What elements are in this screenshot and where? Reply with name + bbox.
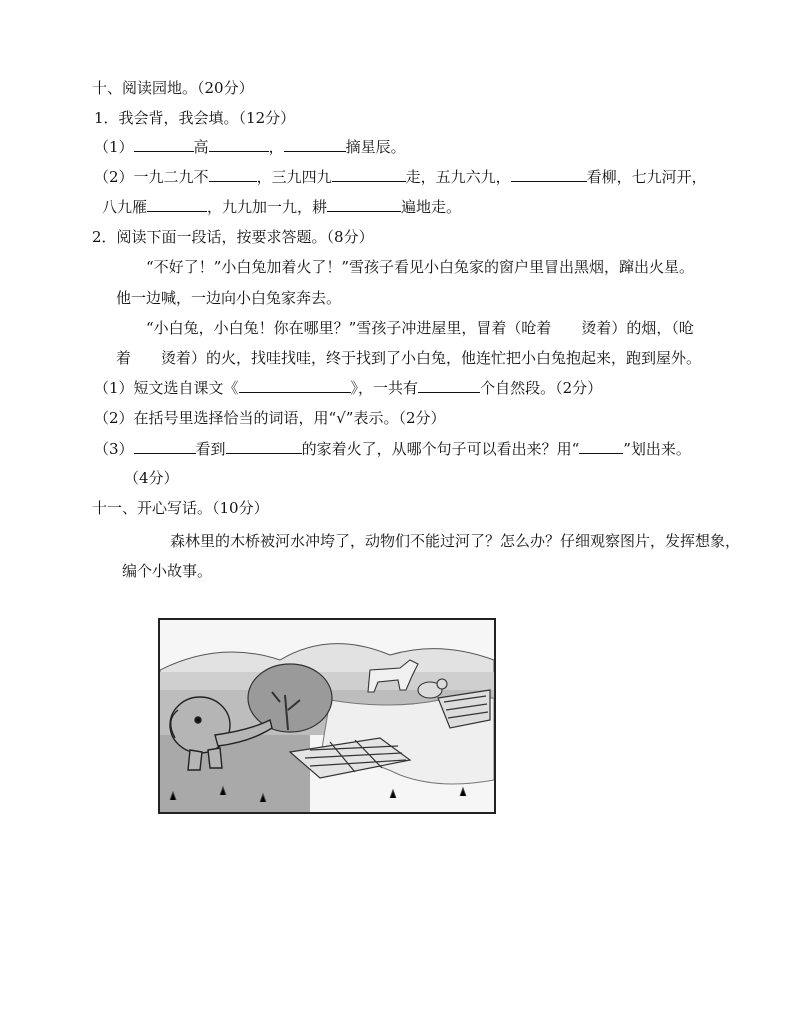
blank[interactable]	[226, 438, 302, 454]
q2-sub3-p1: 看到	[195, 440, 226, 458]
q1-line1-label: （1）	[94, 138, 134, 156]
q1-line1-w1: 高	[193, 138, 209, 156]
writing-prompt-a: 森林里的木桥被河水冲垮了，动物们不能过河了？怎么办？仔细观察图片，发挥想象，	[170, 532, 741, 550]
blank[interactable]	[511, 166, 587, 182]
blank[interactable]	[332, 166, 406, 182]
blank[interactable]	[134, 438, 196, 454]
section-10-title: 十、阅读园地。（20分）	[92, 79, 254, 97]
q1-line1-sep: ，	[268, 138, 284, 156]
q2-sub3-p2: 的家着火了，从哪个句子可以看出来？用“	[301, 440, 580, 458]
q2-sub3	[94, 438, 691, 460]
blank[interactable]	[134, 136, 194, 152]
elephant-bridge-illustration-icon	[160, 620, 494, 812]
q2-heading: 2．阅读下面一段话，按要求答题。（8分）	[92, 228, 374, 246]
blank[interactable]	[239, 377, 351, 393]
q1-line3-p3: 遍地走。	[401, 198, 462, 216]
q2-sub1-mid: 》，一共有	[350, 379, 419, 397]
q1-line1	[94, 136, 406, 158]
q2-sub1-label: （1）短文选自课文《	[94, 379, 239, 397]
q2-paragraph-1a: “不好了！”小白兔加着火了！”雪孩子看见小白兔家的窗户里冒出黑烟，蹿出火星。	[146, 258, 695, 276]
blank[interactable]	[579, 438, 623, 454]
q1-line3	[102, 196, 461, 218]
q2-sub3-score: （4分）	[124, 469, 179, 487]
q2-paragraph-1b: 他一边喊，一边向小白兔家奔去。	[116, 289, 342, 307]
q1-line2-p4: 看柳，七九河开，	[586, 168, 707, 186]
blank[interactable]	[418, 377, 480, 393]
q2-sub1	[94, 377, 602, 399]
q1-line2-p2: ，三九四九	[256, 168, 332, 186]
q1-line2-p1: 一九二九不	[133, 168, 209, 186]
q2-sub1-end: 个自然段。（2分）	[480, 379, 603, 397]
q1-line2	[94, 166, 707, 188]
q1-line2-p3: 走，五九六九，	[405, 168, 511, 186]
blank[interactable]	[147, 196, 207, 212]
q1-line2-label: （2）	[94, 168, 134, 186]
q2-sub3-label: （3）	[94, 440, 134, 458]
q1-heading: 1．我会背，我会填。（12分）	[94, 109, 296, 127]
blank[interactable]	[327, 196, 401, 212]
blank[interactable]	[209, 136, 269, 152]
q2-paragraph-2b: 着 烫着）的火，找哇找哇，终于找到了小白兔，他连忙把小白兔抱起来，跑到屋外。	[116, 349, 702, 367]
q1-line3-p1: 八九雁	[102, 198, 148, 216]
q2-sub2: （2）在括号里选择恰当的词语，用“√”表示。（2分）	[94, 409, 446, 427]
writing-prompt-b: 编个小故事。	[122, 562, 213, 580]
q2-paragraph-2a: “小白兔，小白兔！你在哪里？”雪孩子冲进屋里，冒着（呛着 烫着）的烟，（呛	[146, 319, 694, 337]
q2-sub3-p3: ”划出来。	[623, 440, 691, 458]
elephant-bridge-picture	[158, 618, 496, 814]
blank[interactable]	[284, 136, 346, 152]
section-11-title: 十一、开心写话。（10分）	[92, 499, 269, 517]
blank[interactable]	[209, 166, 257, 182]
q1-line1-w2: 摘星辰。	[345, 138, 406, 156]
q1-line3-p2: ，九九加一九，耕	[207, 198, 328, 216]
